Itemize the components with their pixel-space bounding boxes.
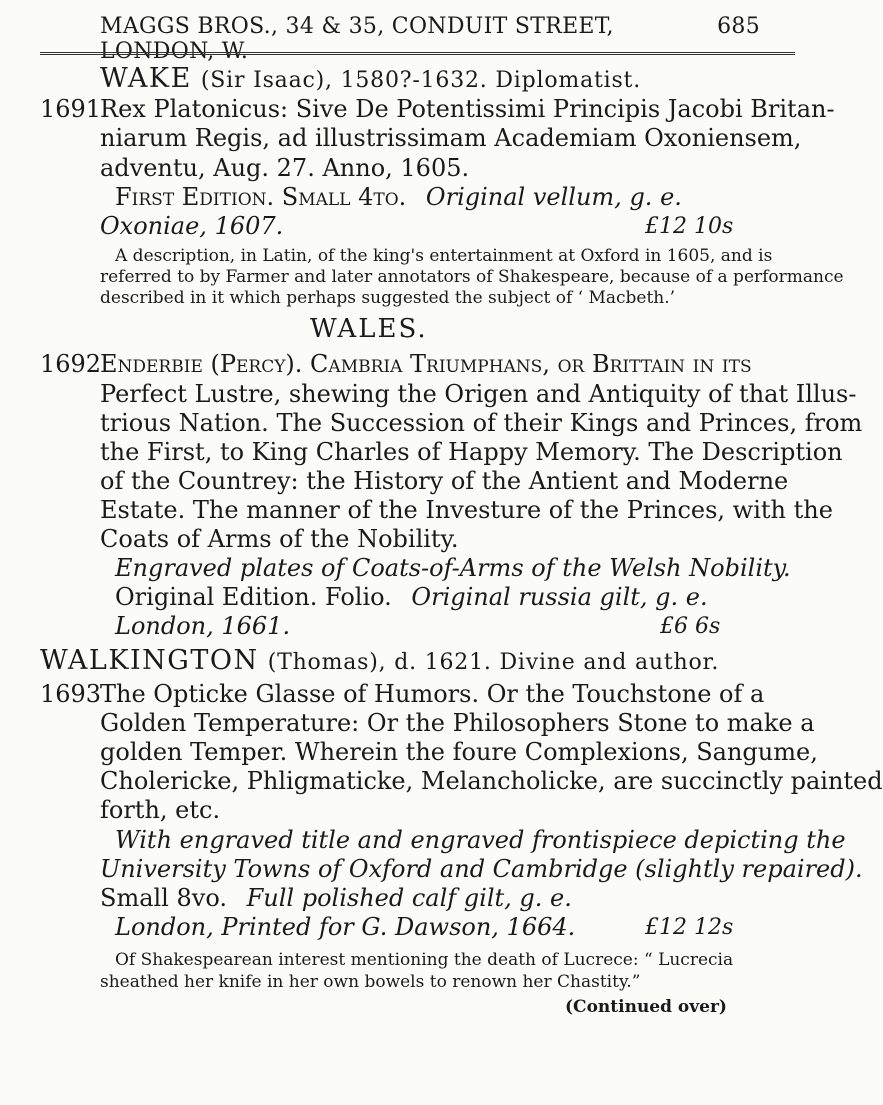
- edition-line: [115, 183, 682, 211]
- title-line: trious Nation. The Succession of their Kings and Princes, from: [100, 409, 863, 437]
- imprint: London, Printed for G. Dawson, 1664.: [115, 913, 576, 941]
- edition: First Edition. Small 4to.: [115, 183, 407, 211]
- title-line: forth, etc.: [100, 796, 221, 824]
- subject-heading-wales: WALES.: [310, 314, 428, 344]
- binding: Full polished calf gilt, g. e.: [246, 884, 572, 912]
- author-heading-walkington: WALKINGTON (Thomas), d. 1621. Divine and author.: [40, 645, 720, 676]
- continued-over: (Continued over): [565, 997, 727, 1017]
- note-line: referred to by Farmer and later annotators of Shakespeare, because of a performance: [100, 267, 844, 287]
- note-line: described in it which perhaps suggested the subject of ‘ Macbeth.’: [100, 288, 676, 308]
- title-line: of the Countrey: the History of the Antient and Moderne: [100, 467, 789, 495]
- author-heading-wake: WAKE (Sir Isaac), 1580?-1632. Diplomatist.: [100, 63, 641, 94]
- title-line: adventu, Aug. 27. Anno, 1605.: [100, 154, 470, 182]
- edition-line: [115, 583, 708, 611]
- format-line: [100, 884, 572, 912]
- page-number: 685: [717, 14, 760, 39]
- running-header: [100, 14, 760, 64]
- note-line: A description, in Latin, of the king's entertainment at Oxford in 1605, and is: [115, 246, 773, 266]
- illustration-line: With engraved title and engraved frontispiece depicting the: [115, 826, 846, 854]
- imprint: London, 1661.: [115, 612, 291, 640]
- title-line: The Opticke Glasse of Humors. Or the Touchstone of a: [100, 680, 765, 708]
- lot-number-1693: 1693: [40, 680, 102, 708]
- edition: Original Edition. Folio.: [115, 583, 392, 611]
- note-line: sheathed her knife in her own bowels to renown her Chastity.”: [100, 972, 641, 992]
- header-firm: MAGGS BROS., 34 & 35, CONDUIT STREET, LONDON, W.: [100, 14, 614, 64]
- title-line: Cholericke, Phligmaticke, Melancholicke, are succinctly painted: [100, 767, 883, 795]
- title-line: Coats of Arms of the Nobility.: [100, 525, 459, 553]
- price-1693: £12 12s: [645, 915, 734, 940]
- imprint: Oxoniae, 1607.: [100, 212, 284, 240]
- header-rule: [40, 52, 795, 55]
- binding: Original vellum, g. e.: [425, 183, 682, 211]
- plates-line: Engraved plates of Coats-of-Arms of the Welsh Nobility.: [115, 554, 791, 582]
- format: Small 8vo.: [100, 884, 227, 912]
- title-line: golden Temper. Wherein the foure Complexions, Sangume,: [100, 738, 818, 766]
- title-line: Enderbie (Percy). Cambria Triumphans, or Brittain in its: [100, 350, 752, 378]
- title-line: Rex Platonicus: Sive De Potentissimi Principis Jacobi Britan-: [100, 95, 835, 123]
- title-line: Golden Temperature: Or the Philosophers Stone to make a: [100, 709, 815, 737]
- illustration-line: University Towns of Oxford and Cambridge (slightly repaired).: [100, 855, 863, 883]
- note-line: Of Shakespearean interest mentioning the death of Lucrece: “ Lucrecia: [115, 950, 734, 970]
- title-line: Perfect Lustre, shewing the Origen and Antiquity of that Illus-: [100, 380, 857, 408]
- title-line: the First, to King Charles of Happy Memory. The Description: [100, 438, 843, 466]
- lot-number-1691: 1691: [40, 95, 102, 123]
- title-line: Estate. The manner of the Investure of the Princes, with the: [100, 496, 833, 524]
- lot-number-1692: 1692: [40, 350, 102, 378]
- binding: Original russia gilt, g. e.: [411, 583, 708, 611]
- price-1692: £6 6s: [660, 614, 721, 639]
- title-line: niarum Regis, ad illustrissimam Academiam Oxoniensem,: [100, 124, 802, 152]
- price-1691: £12 10s: [645, 214, 734, 239]
